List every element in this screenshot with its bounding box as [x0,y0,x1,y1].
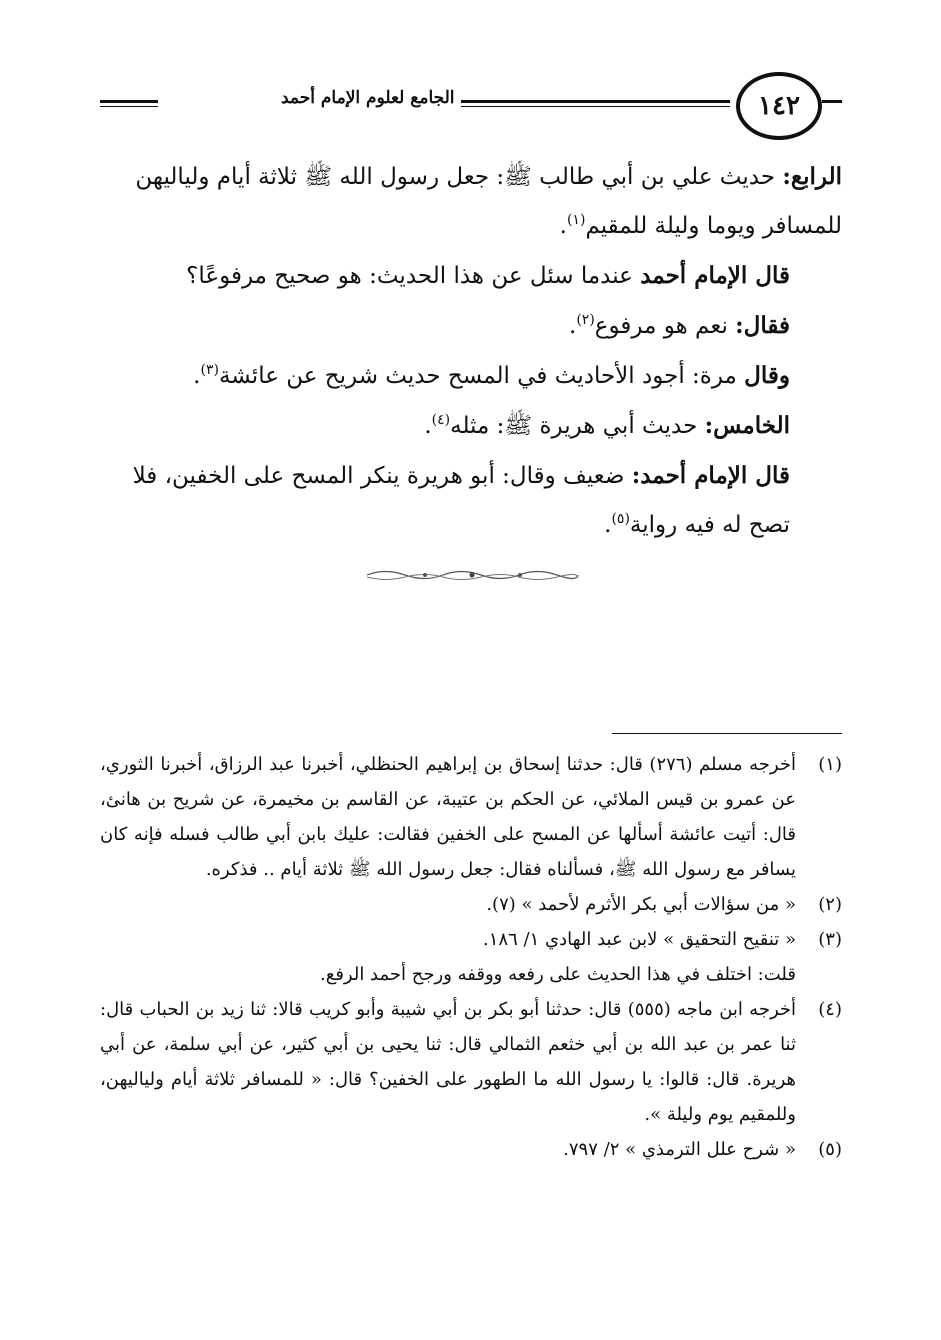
footnote-text: « شرح علل الترمذي » ٢/ ٧٩٧. [563,1139,796,1160]
footnote-ref: (١) [566,212,586,228]
footnote-number: (٢) [818,894,842,915]
paragraph-text: ضعيف وقال: أبو هريرة ينكر المسح على الخفين، فلا تصح له فيه رواية [132,463,790,538]
footnote-number: (٣) [818,929,842,950]
main-text [100,152,842,550]
footnote-text: أخرجه مسلم (٢٧٦) قال: حدثنا إسحاق بن إبراهيم الحنظلي، أخبرنا عبد الرزاق، أخبرنا الثوري، عن عمرو بن قيس الملائي، عن الحكم بن عتيبة، عن القاسم بن مخيمرة، عن شريح بن هانئ، قال: أتيت عائشة أسألها عن المسح على الخفين فقالت: عليك بابن أبي طالب فسله فإنه كان يسافر مع رسول الله ﷺ، فسألناه فقال: جعل رسول الله ﷺ ثلاثة أيام .. فذكره. [100,754,796,880]
paragraph [100,152,842,251]
footnote [100,922,842,957]
footnote-number: (٤) [818,999,842,1020]
paragraph-tail: . [569,313,577,339]
footnote [100,747,842,887]
footnote-ref: (٤) [431,412,451,428]
paragraph-lead: قال الإمام أحمد: [631,462,790,489]
footnote [100,1132,842,1167]
page-number: ١٤٢ [736,72,822,140]
footnote-text: أخرجه ابن ماجه (٥٥٥) قال: حدثنا أبو بكر بن أبي شيبة وأبو كريب قالا: ثنا زيد بن الحباب قال: ثنا عمر بن عبد الله بن أبي خثعم الثمالي قال: ثنا يحيى بن أبي كثير، عن أبي سلمة، عن أبي هريرة. قال: قالوا: يا رسول الله ما الطهور على الخفين؟ قال: « للمسافر ثلاثة أيام ولياليهن، وللمقيم يوم وليلة ». [100,999,796,1125]
paragraph [100,251,842,301]
footnote-number: (٥) [818,1139,842,1160]
footnote-text: « من سؤالات أبي بكر الأثرم لأحمد » (٧). [486,894,796,915]
paragraph [100,401,842,451]
paragraph-tail: . [424,413,432,439]
footnote-ref: (٣) [200,362,219,378]
footnote-ref: (٢) [576,312,595,328]
section-ornament [365,566,580,584]
running-title: الجامع لعلوم الإمام أحمد [275,88,461,108]
footnote-ref: (٥) [611,511,630,527]
page-header [100,70,842,136]
header-rule-right [822,100,842,103]
footnote-separator [612,733,842,734]
paragraph-lead: الخامس: [704,412,790,439]
paragraph-tail: . [604,512,612,538]
paragraph-lead: الرابع: [782,163,842,190]
header-rule-left-thin [100,106,158,107]
paragraph-lead: فقال: [735,312,790,339]
footnote-continuation [100,957,842,992]
paragraph-lead: قال الإمام أحمد [640,262,790,289]
paragraph-text: حديث أبي هريرة ﷺ: مثله [450,413,705,439]
paragraph-tail: . [193,363,201,389]
footnote [100,992,842,1132]
paragraph-text: عندما سئل عن هذا الحديث: هو صحيح مرفوعًا؟ [186,263,641,289]
paragraph-text: نعم هو مرفوع [594,313,736,339]
paragraph-lead: وقال [744,362,790,389]
footnote-number [796,957,842,992]
footnote-text: قلت: اختلف في هذا الحديث على رفعه ووقفه ورجح أحمد الرفع. [320,964,796,985]
paragraph [100,451,842,550]
header-rule-left [100,100,158,103]
footnote-number: (١) [818,754,842,775]
footnote [100,887,842,922]
footnotes [100,747,842,1167]
paragraph-text: حديث علي بن أبي طالب ﷺ: جعل رسول الله ﷺ ثلاثة أيام ولياليهن للمسافر ويوما وليلة للمقيم [135,164,842,239]
paragraph-text: مرة: أجود الأحاديث في المسح حديث شريح عن عائشة [218,363,745,389]
paragraph [100,301,842,351]
paragraph-tail: . [559,213,567,239]
footnote-text: « تنقيح التحقيق » لابن عبد الهادي ١/ ١٨٦. [483,929,796,950]
paragraph [100,351,842,401]
